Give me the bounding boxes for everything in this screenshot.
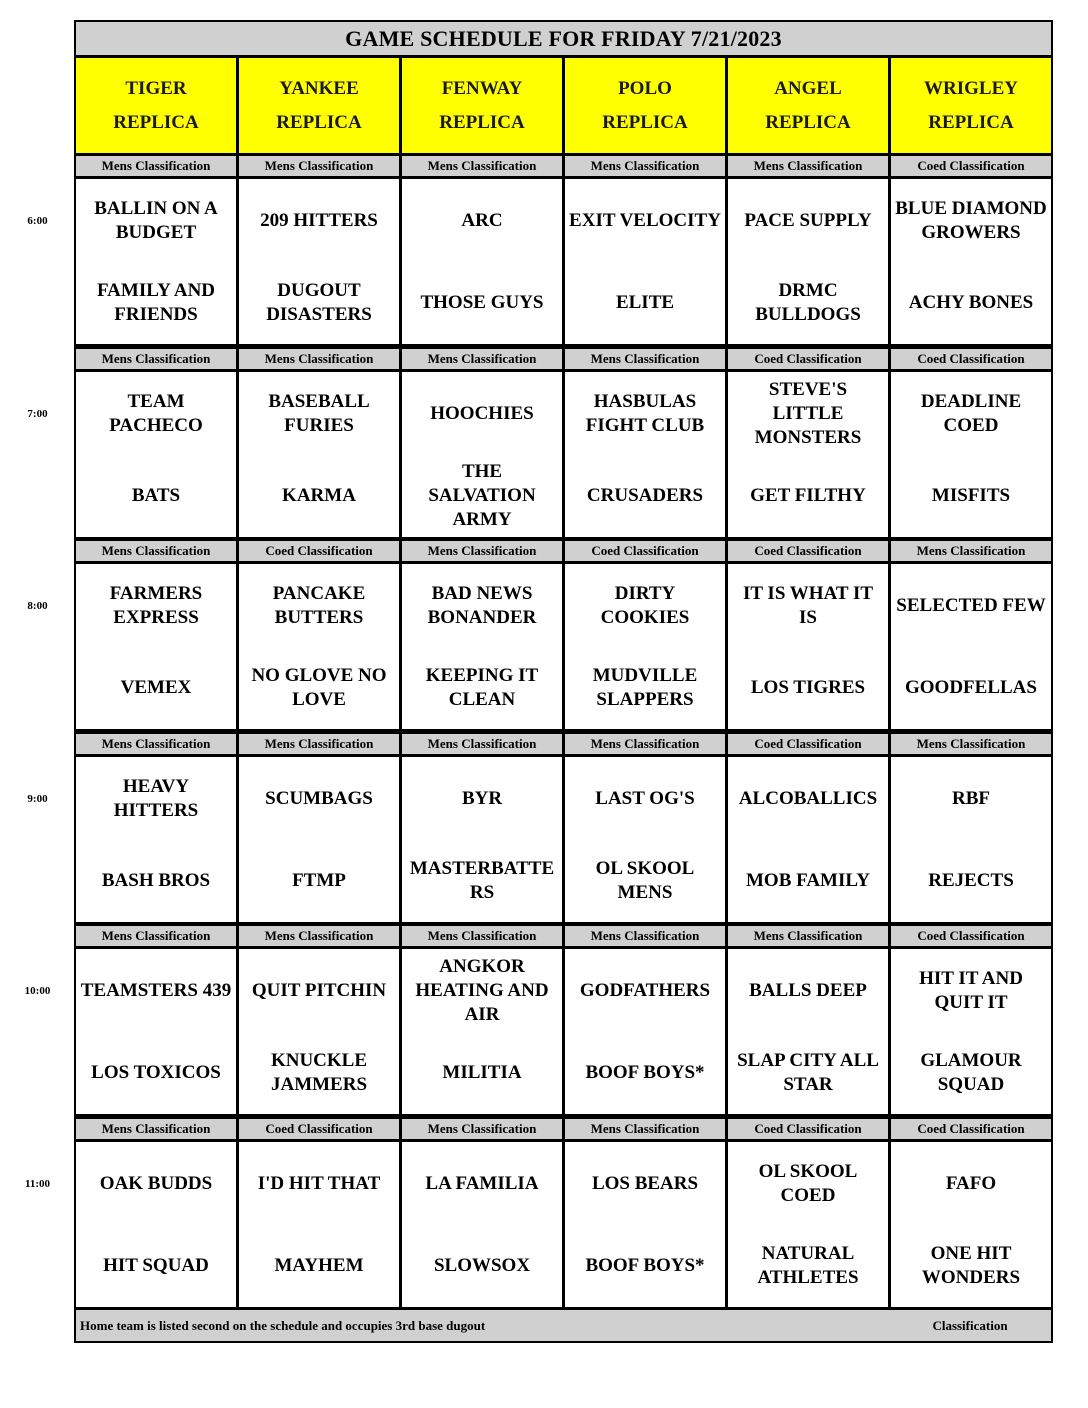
field-subtitle: REPLICA [602, 111, 688, 133]
classification-label: Coed Classification [728, 349, 888, 369]
time-label: 7:00 [27, 408, 48, 420]
away-team: I'D HIT THAT [257, 1173, 381, 1194]
away-team: DIRTY COOKIES [600, 583, 690, 628]
away-team: TEAMSTERS 439 [80, 980, 232, 1001]
game-cell [402, 1142, 562, 1307]
game-cell [891, 757, 1051, 922]
home-team: MISFITS [931, 485, 1011, 506]
classification-label: Mens Classification [76, 1119, 236, 1139]
classification-label: Coed Classification [728, 734, 888, 754]
schedule-sheet [74, 20, 1053, 1343]
classification-label: Mens Classification [239, 349, 399, 369]
home-team: NATURAL ATHLETES [757, 1243, 859, 1288]
home-team: BOOF BOYS* [585, 1062, 705, 1083]
classification-label: Coed Classification [891, 1119, 1051, 1139]
games-row [76, 564, 1051, 729]
home-team: ELITE [615, 292, 675, 313]
home-team: LOS TOXICOS [91, 1062, 221, 1083]
game-cell [76, 179, 236, 344]
away-team: OAK BUDDS [99, 1173, 213, 1194]
game-cell [402, 372, 562, 537]
classification-label: Mens Classification [76, 734, 236, 754]
classification-label: Mens Classification [891, 734, 1051, 754]
home-team: SLOWSOX [433, 1255, 531, 1276]
game-cell [239, 179, 399, 344]
game-cell [728, 564, 888, 729]
field-header-fenway [402, 58, 562, 153]
classification-label: Mens Classification [76, 926, 236, 946]
field-subtitle: REPLICA [276, 111, 362, 133]
game-cell [402, 949, 562, 1114]
games-row [76, 372, 1051, 537]
classification-label: Mens Classification [565, 1119, 725, 1139]
game-cell [239, 757, 399, 922]
home-team: FAMILY AND FRIENDS [96, 280, 216, 325]
game-cell [76, 372, 236, 537]
home-team: VEMEX [120, 677, 192, 698]
field-name: ANGEL [774, 77, 842, 99]
game-cell [891, 949, 1051, 1114]
schedule-footer [76, 1310, 1051, 1341]
away-team: BASEBALL FURIES [268, 391, 370, 436]
away-team: ALCOBALLICS [738, 788, 878, 809]
away-team: STEVE'S LITTLE MONSTERS [754, 379, 862, 448]
game-cell [891, 564, 1051, 729]
home-team: DUGOUT DISASTERS [266, 280, 372, 325]
away-team: LOS BEARS [591, 1173, 699, 1194]
classification-row [76, 1119, 1051, 1139]
home-team: KARMA [282, 485, 356, 506]
away-team: BLUE DIAMOND GROWERS [895, 198, 1047, 243]
away-team: HEAVY HITTERS [113, 776, 199, 821]
field-name: WRIGLEY [924, 77, 1018, 99]
games-row [76, 179, 1051, 344]
games-row [76, 949, 1051, 1114]
away-team: IT IS WHAT IT IS [742, 583, 874, 628]
classification-label: Coed Classification [891, 926, 1051, 946]
field-header-angel [728, 58, 888, 153]
home-team: THOSE GUYS [420, 292, 544, 313]
away-team: DEADLINE COED [920, 391, 1022, 436]
away-team: RBF [952, 788, 990, 809]
game-cell [565, 372, 725, 537]
game-cell [728, 949, 888, 1114]
classification-row [76, 926, 1051, 946]
classification-label: Coed Classification [728, 541, 888, 561]
field-name: YANKEE [279, 77, 359, 99]
classification-label: Coed Classification [891, 349, 1051, 369]
home-team: MOB FAMILY [745, 870, 871, 891]
field-subtitle: REPLICA [439, 111, 525, 133]
game-cell [565, 1142, 725, 1307]
classification-label: Mens Classification [402, 1119, 562, 1139]
field-subtitle: REPLICA [113, 111, 199, 133]
time-label: 9:00 [27, 793, 48, 805]
game-cell [239, 1142, 399, 1307]
time-label: 11:00 [24, 1178, 51, 1190]
away-team: TEAM PACHECO [109, 391, 203, 436]
game-cell [76, 1142, 236, 1307]
home-team: THE SALVATION ARMY [428, 461, 536, 530]
away-team: 209 HITTERS [260, 210, 378, 231]
classification-label: Coed Classification [239, 541, 399, 561]
classification-label: Mens Classification [76, 349, 236, 369]
game-cell [239, 564, 399, 729]
home-team: CRUSADERS [586, 485, 704, 506]
game-cell [565, 949, 725, 1114]
classification-label: Mens Classification [565, 349, 725, 369]
time-column [0, 0, 75, 1408]
home-team: ONE HIT WONDERS [921, 1243, 1021, 1288]
classification-row [76, 349, 1051, 369]
field-name: TIGER [125, 77, 187, 99]
game-cell [239, 372, 399, 537]
home-team: BOOF BOYS* [585, 1255, 705, 1276]
game-cell [728, 372, 888, 537]
away-team: QUIT PITCHIN [251, 980, 387, 1001]
away-team: LAST OG'S [595, 788, 695, 809]
field-header-row [76, 58, 1051, 153]
home-team: GOODFELLAS [905, 677, 1037, 698]
classification-label: Mens Classification [402, 926, 562, 946]
classification-row [76, 734, 1051, 754]
classification-label: Mens Classification [239, 156, 399, 176]
away-team: EXIT VELOCITY [569, 210, 721, 231]
field-subtitle: REPLICA [765, 111, 851, 133]
game-cell [76, 949, 236, 1114]
away-team: BALLS DEEP [749, 980, 867, 1001]
away-team: PACE SUPPLY [744, 210, 872, 231]
field-name: POLO [618, 77, 672, 99]
home-team: GET FILTHY [750, 485, 866, 506]
field-name: FENWAY [441, 77, 523, 99]
classification-label: Mens Classification [76, 541, 236, 561]
away-team: HASBULAS FIGHT CLUB [585, 391, 705, 436]
home-team: REJECTS [928, 870, 1014, 891]
field-header-polo [565, 58, 725, 153]
classification-label: Mens Classification [239, 926, 399, 946]
away-team: BYR [461, 788, 503, 809]
classification-label: Coed Classification [891, 156, 1051, 176]
classification-label: Mens Classification [565, 734, 725, 754]
away-team: SCUMBAGS [265, 788, 373, 809]
away-team: HIT IT AND QUIT IT [919, 968, 1023, 1013]
classification-label: Coed Classification [565, 541, 725, 561]
home-team: BASH BROS [101, 870, 211, 891]
classification-label: Mens Classification [76, 156, 236, 176]
away-team: OL SKOOL COED [758, 1161, 858, 1206]
away-team: SELECTED FEW [896, 595, 1046, 616]
away-team: BAD NEWS BONANDER [427, 583, 537, 628]
away-team: LA FAMILIA [425, 1173, 539, 1194]
home-team: FTMP [292, 870, 346, 891]
home-team: OL SKOOL MENS [595, 858, 695, 903]
home-team: KNUCKLE JAMMERS [270, 1050, 368, 1095]
classification-label: Mens Classification [728, 926, 888, 946]
classification-label: Mens Classification [728, 156, 888, 176]
home-team: BATS [131, 485, 181, 506]
home-team: ACHY BONES [908, 292, 1034, 313]
game-cell [76, 757, 236, 922]
home-team: MAYHEM [274, 1255, 364, 1276]
games-row [76, 757, 1051, 922]
time-label: 10:00 [24, 985, 51, 997]
home-team: KEEPING IT CLEAN [425, 665, 539, 710]
field-header-tiger [76, 58, 236, 153]
game-cell [76, 564, 236, 729]
field-subtitle: REPLICA [928, 111, 1014, 133]
games-row [76, 1142, 1051, 1307]
game-cell [891, 1142, 1051, 1307]
classification-label: Mens Classification [402, 541, 562, 561]
field-header-wrigley [891, 58, 1051, 153]
time-label: 6:00 [27, 215, 48, 227]
game-cell [402, 757, 562, 922]
home-team: DRMC BULLDOGS [755, 280, 861, 325]
game-cell [402, 564, 562, 729]
home-team: MASTERBATTE RS [409, 858, 555, 903]
classification-label: Mens Classification [402, 349, 562, 369]
game-cell [728, 179, 888, 344]
field-header-yankee [239, 58, 399, 153]
away-team: HOOCHIES [430, 403, 534, 424]
game-cell [565, 179, 725, 344]
game-cell [565, 564, 725, 729]
classification-label: Mens Classification [891, 541, 1051, 561]
classification-label: Mens Classification [239, 734, 399, 754]
away-team: PANCAKE BUTTERS [272, 583, 366, 628]
classification-row [76, 156, 1051, 176]
away-team: GODFATHERS [579, 980, 711, 1001]
game-cell [728, 757, 888, 922]
away-team: FAFO [945, 1173, 997, 1194]
away-team: ANGKOR HEATING AND AIR [415, 956, 549, 1025]
away-team: BALLIN ON A BUDGET [94, 198, 218, 243]
away-team: ARC [461, 210, 503, 231]
classification-label: Mens Classification [565, 926, 725, 946]
home-team: SLAP CITY ALL STAR [737, 1050, 879, 1095]
schedule-title: GAME SCHEDULE FOR FRIDAY 7/21/2023 [76, 22, 1051, 55]
classification-label: Coed Classification [728, 1119, 888, 1139]
home-team-note: Home team is listed second on the schedule and occupies 3rd base dugout [80, 1317, 486, 1333]
home-team: NO GLOVE NO LOVE [251, 665, 387, 710]
home-team: LOS TIGRES [750, 677, 866, 698]
away-team: FARMERS EXPRESS [109, 583, 203, 628]
game-cell [402, 179, 562, 344]
game-cell [728, 1142, 888, 1307]
game-cell [565, 757, 725, 922]
game-cell [891, 372, 1051, 537]
home-team: HIT SQUAD [103, 1255, 209, 1276]
time-label: 8:00 [27, 600, 48, 612]
game-cell [891, 179, 1051, 344]
game-cell [239, 949, 399, 1114]
home-team: MILITIA [442, 1062, 522, 1083]
classification-label: Mens Classification [565, 156, 725, 176]
home-team: GLAMOUR SQUAD [920, 1050, 1022, 1095]
classification-label: Coed Classification [239, 1119, 399, 1139]
classification-label: Mens Classification [402, 734, 562, 754]
classification-label: Mens Classification [402, 156, 562, 176]
classification-row [76, 541, 1051, 561]
classification-legend: Classification [932, 1317, 1008, 1333]
home-team: MUDVILLE SLAPPERS [592, 665, 698, 710]
